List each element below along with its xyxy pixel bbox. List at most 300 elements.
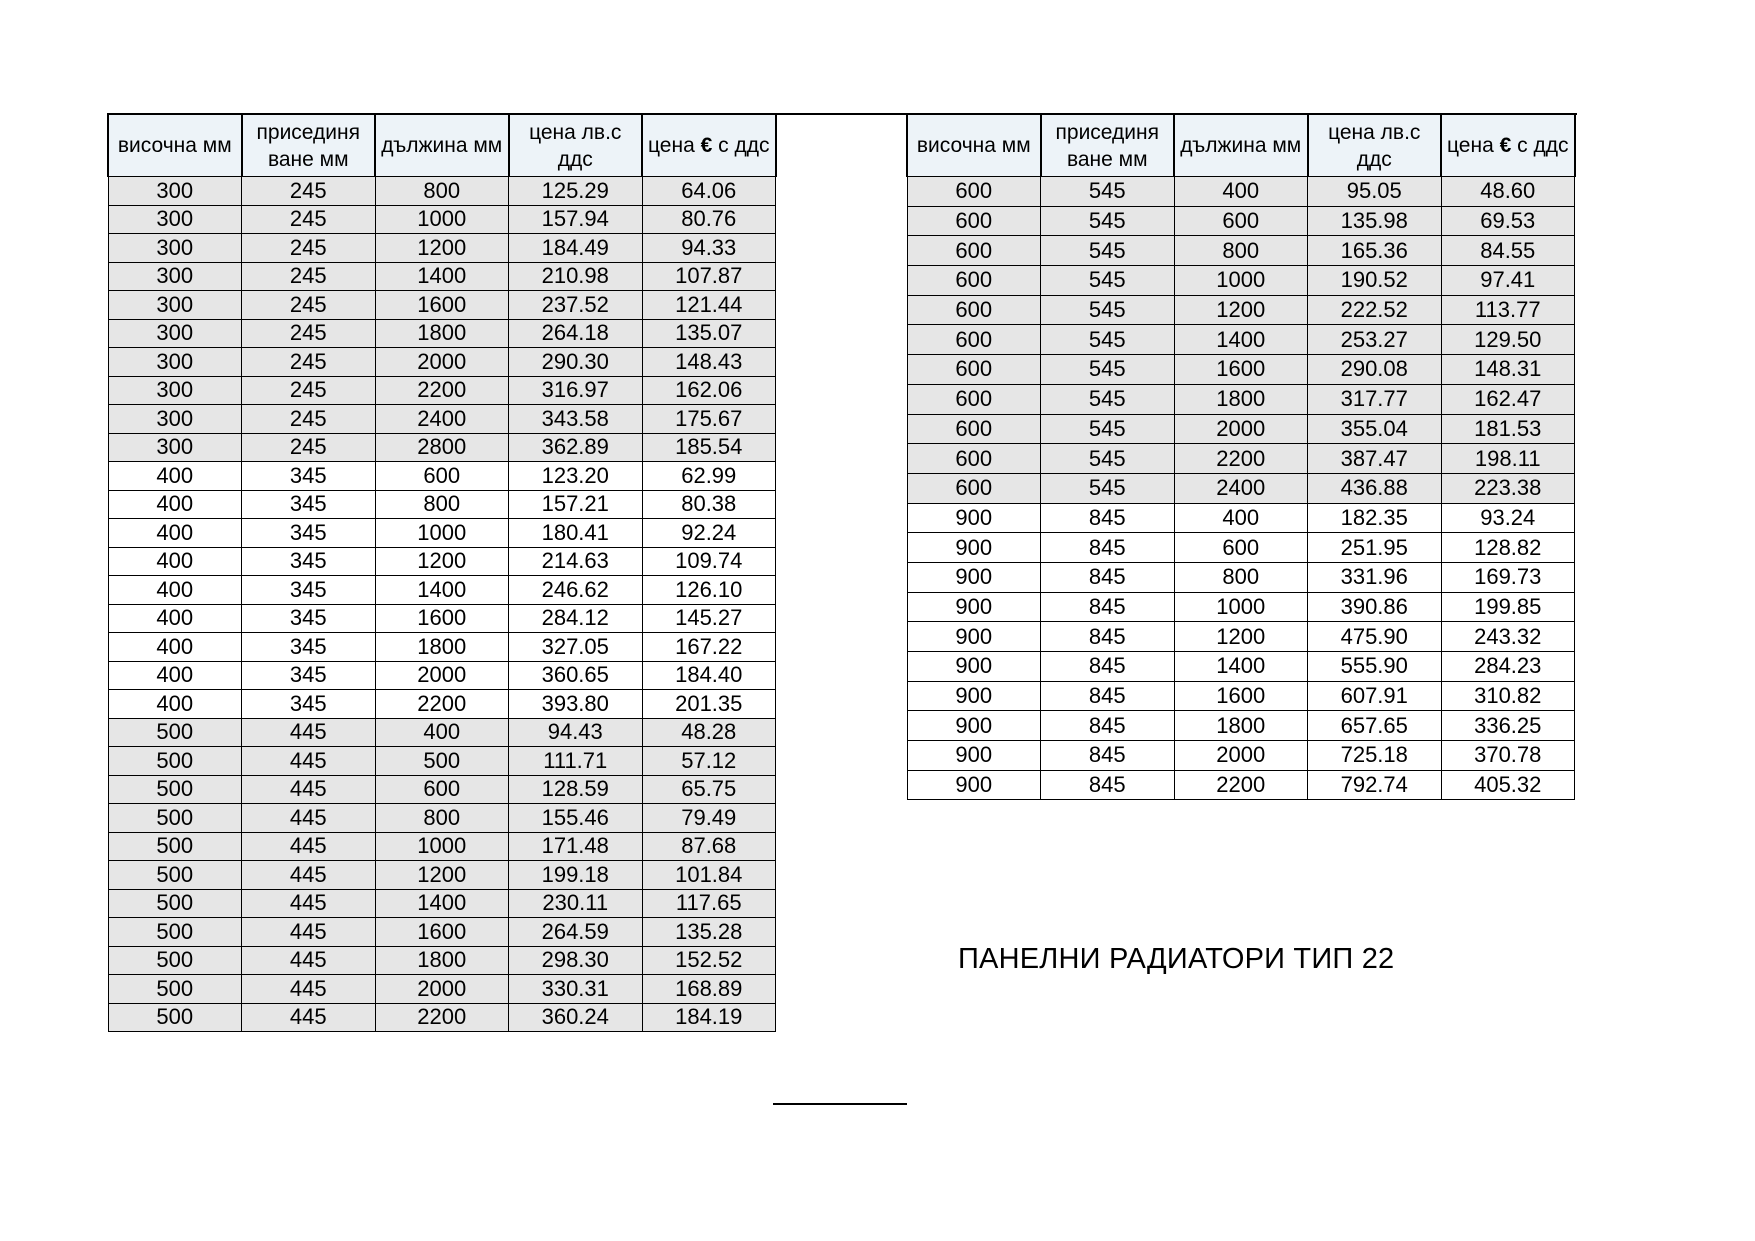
cell-price-bgn: 436.88 xyxy=(1308,473,1442,503)
cell-length: 600 xyxy=(375,462,509,491)
cell-height: 900 xyxy=(907,681,1041,711)
cell-height: 500 xyxy=(108,832,242,861)
cell-height: 900 xyxy=(907,741,1041,771)
cell-length: 600 xyxy=(1174,533,1308,563)
table-row xyxy=(108,405,776,434)
cell-price-bgn: 298.30 xyxy=(509,946,643,975)
cell-length: 1400 xyxy=(375,889,509,918)
cell-price-bgn: 343.58 xyxy=(509,405,643,434)
cell-price-bgn: 264.59 xyxy=(509,918,643,947)
cell-height: 300 xyxy=(108,291,242,320)
cell-length: 500 xyxy=(375,747,509,776)
cell-length: 1600 xyxy=(375,604,509,633)
cell-connection: 845 xyxy=(1041,562,1175,592)
table-row xyxy=(907,384,1575,414)
cell-height: 400 xyxy=(108,462,242,491)
cell-length: 1800 xyxy=(375,633,509,662)
cell-price-bgn: 246.62 xyxy=(509,576,643,605)
cell-price-bgn: 331.96 xyxy=(1308,562,1442,592)
table-row xyxy=(108,661,776,690)
header-price-eur-prefix: цена xyxy=(648,134,701,157)
cell-height: 900 xyxy=(907,533,1041,563)
cell-price-eur: 93.24 xyxy=(1441,503,1575,533)
cell-length: 2200 xyxy=(375,690,509,719)
cell-height: 300 xyxy=(108,405,242,434)
table-row xyxy=(108,804,776,833)
cell-price-eur: 181.53 xyxy=(1441,414,1575,444)
cell-height: 600 xyxy=(907,295,1041,325)
cell-price-eur: 94.33 xyxy=(642,234,776,263)
cell-length: 800 xyxy=(375,490,509,519)
cell-height: 500 xyxy=(108,1003,242,1032)
cell-price-bgn: 230.11 xyxy=(509,889,643,918)
cell-length: 1400 xyxy=(375,576,509,605)
cell-price-bgn: 360.65 xyxy=(509,661,643,690)
header-row xyxy=(108,114,776,177)
cell-length: 800 xyxy=(1174,236,1308,266)
header-length xyxy=(1174,114,1308,177)
cell-connection: 545 xyxy=(1041,236,1175,266)
cell-length: 1200 xyxy=(375,547,509,576)
cell-price-eur: 162.47 xyxy=(1441,384,1575,414)
cell-connection: 245 xyxy=(242,376,376,405)
header-price-bgn-label: цена лв.с ддс xyxy=(529,120,622,171)
cell-height: 600 xyxy=(907,384,1041,414)
cell-price-bgn: 360.24 xyxy=(509,1003,643,1032)
cell-connection: 445 xyxy=(242,889,376,918)
table-row xyxy=(108,889,776,918)
header-height xyxy=(108,114,242,177)
cell-price-eur: 64.06 xyxy=(642,177,776,206)
cell-price-eur: 201.35 xyxy=(642,690,776,719)
cell-price-bgn: 155.46 xyxy=(509,804,643,833)
cell-height: 400 xyxy=(108,547,242,576)
cell-price-eur: 121.44 xyxy=(642,291,776,320)
cell-height: 300 xyxy=(108,348,242,377)
cell-connection: 345 xyxy=(242,690,376,719)
cell-price-eur: 109.74 xyxy=(642,547,776,576)
header-length xyxy=(375,114,509,177)
header-price-bgn xyxy=(1308,114,1442,177)
cell-connection: 345 xyxy=(242,547,376,576)
cell-connection: 245 xyxy=(242,319,376,348)
cell-length: 1000 xyxy=(375,519,509,548)
cell-price-eur: 169.73 xyxy=(1441,562,1575,592)
cell-price-bgn: 222.52 xyxy=(1308,295,1442,325)
header-height-label: височна мм xyxy=(916,134,1031,157)
cell-height: 900 xyxy=(907,562,1041,592)
table-row xyxy=(108,718,776,747)
document-title: ПАНЕЛНИ РАДИАТОРИ ТИП 22 xyxy=(958,943,1395,975)
cell-price-bgn: 190.52 xyxy=(1308,266,1442,296)
cell-price-bgn: 95.05 xyxy=(1308,177,1442,207)
header-connection-label: присединя ване мм xyxy=(1055,120,1159,171)
cell-height: 400 xyxy=(108,633,242,662)
cell-connection: 445 xyxy=(242,861,376,890)
cell-price-eur: 135.28 xyxy=(642,918,776,947)
cell-connection: 345 xyxy=(242,462,376,491)
cell-length: 1000 xyxy=(375,205,509,234)
cell-price-bgn: 792.74 xyxy=(1308,770,1442,800)
cell-connection: 445 xyxy=(242,832,376,861)
header-price-eur-suffix: с ддс xyxy=(1511,134,1569,157)
table-row xyxy=(108,918,776,947)
header-connection-label: присединя ване мм xyxy=(256,120,360,171)
cell-price-eur: 65.75 xyxy=(642,775,776,804)
table-row xyxy=(108,433,776,462)
cell-price-bgn: 555.90 xyxy=(1308,652,1442,682)
cell-price-eur: 117.65 xyxy=(642,889,776,918)
table-row xyxy=(108,633,776,662)
cell-length: 800 xyxy=(1174,562,1308,592)
table-row xyxy=(108,376,776,405)
cell-length: 800 xyxy=(375,177,509,206)
euro-symbol: € xyxy=(700,134,713,157)
table-row xyxy=(907,414,1575,444)
cell-connection: 445 xyxy=(242,804,376,833)
table-row xyxy=(907,622,1575,652)
cell-price-bgn: 157.94 xyxy=(509,205,643,234)
cell-price-eur: 107.87 xyxy=(642,262,776,291)
table-row xyxy=(907,473,1575,503)
cell-price-bgn: 251.95 xyxy=(1308,533,1442,563)
cell-price-bgn: 184.49 xyxy=(509,234,643,263)
cell-connection: 445 xyxy=(242,918,376,947)
table-row xyxy=(108,690,776,719)
cell-length: 400 xyxy=(375,718,509,747)
cell-length: 2000 xyxy=(1174,741,1308,771)
cell-price-bgn: 94.43 xyxy=(509,718,643,747)
cell-price-bgn: 657.65 xyxy=(1308,711,1442,741)
header-height-label: височна мм xyxy=(117,134,232,157)
cell-price-eur: 167.22 xyxy=(642,633,776,662)
cell-height: 400 xyxy=(108,519,242,548)
cell-height: 500 xyxy=(108,889,242,918)
cell-length: 800 xyxy=(375,804,509,833)
cell-price-bgn: 725.18 xyxy=(1308,741,1442,771)
table-bottom-rule xyxy=(773,1103,907,1105)
cell-price-eur: 405.32 xyxy=(1441,770,1575,800)
cell-length: 2800 xyxy=(375,433,509,462)
cell-price-bgn: 393.80 xyxy=(509,690,643,719)
cell-length: 1200 xyxy=(1174,622,1308,652)
cell-price-bgn: 199.18 xyxy=(509,861,643,890)
cell-height: 600 xyxy=(907,177,1041,207)
cell-price-bgn: 135.98 xyxy=(1308,206,1442,236)
cell-height: 300 xyxy=(108,433,242,462)
table-row xyxy=(907,770,1575,800)
cell-height: 300 xyxy=(108,376,242,405)
cell-height: 400 xyxy=(108,661,242,690)
cell-connection: 845 xyxy=(1041,741,1175,771)
cell-price-eur: 80.76 xyxy=(642,205,776,234)
cell-connection: 845 xyxy=(1041,503,1175,533)
cell-height: 900 xyxy=(907,652,1041,682)
cell-height: 900 xyxy=(907,503,1041,533)
cell-connection: 245 xyxy=(242,291,376,320)
cell-length: 2000 xyxy=(375,348,509,377)
table-row xyxy=(108,1003,776,1032)
cell-connection: 545 xyxy=(1041,444,1175,474)
cell-price-eur: 370.78 xyxy=(1441,741,1575,771)
cell-length: 1400 xyxy=(375,262,509,291)
cell-length: 400 xyxy=(1174,503,1308,533)
table-row xyxy=(108,205,776,234)
cell-connection: 845 xyxy=(1041,592,1175,622)
header-height xyxy=(907,114,1041,177)
cell-height: 300 xyxy=(108,177,242,206)
cell-price-bgn: 214.63 xyxy=(509,547,643,576)
cell-connection: 245 xyxy=(242,262,376,291)
cell-price-eur: 80.38 xyxy=(642,490,776,519)
cell-connection: 345 xyxy=(242,576,376,605)
cell-price-bgn: 362.89 xyxy=(509,433,643,462)
cell-price-bgn: 290.30 xyxy=(509,348,643,377)
table-row xyxy=(907,266,1575,296)
cell-connection: 245 xyxy=(242,405,376,434)
cell-connection: 545 xyxy=(1041,355,1175,385)
cell-price-eur: 87.68 xyxy=(642,832,776,861)
cell-connection: 345 xyxy=(242,633,376,662)
cell-height: 900 xyxy=(907,592,1041,622)
cell-connection: 845 xyxy=(1041,652,1175,682)
table-row xyxy=(907,503,1575,533)
cell-length: 2200 xyxy=(375,376,509,405)
cell-length: 1200 xyxy=(1174,295,1308,325)
cell-height: 500 xyxy=(108,775,242,804)
table-row xyxy=(108,861,776,890)
cell-price-eur: 152.52 xyxy=(642,946,776,975)
cell-price-eur: 148.43 xyxy=(642,348,776,377)
cell-connection: 445 xyxy=(242,1003,376,1032)
cell-price-eur: 129.50 xyxy=(1441,325,1575,355)
cell-height: 500 xyxy=(108,946,242,975)
cell-connection: 845 xyxy=(1041,711,1175,741)
cell-height: 900 xyxy=(907,770,1041,800)
cell-price-bgn: 182.35 xyxy=(1308,503,1442,533)
header-price-bgn-label: цена лв.с ддс xyxy=(1328,120,1421,171)
table-row xyxy=(108,547,776,576)
cell-height: 600 xyxy=(907,325,1041,355)
cell-height: 600 xyxy=(907,444,1041,474)
cell-connection: 445 xyxy=(242,946,376,975)
header-length-label: дължина мм xyxy=(381,134,503,157)
cell-length: 1800 xyxy=(1174,711,1308,741)
cell-price-bgn: 355.04 xyxy=(1308,414,1442,444)
cell-price-bgn: 125.29 xyxy=(509,177,643,206)
cell-height: 900 xyxy=(907,711,1041,741)
cell-price-eur: 135.07 xyxy=(642,319,776,348)
header-price-bgn xyxy=(509,114,643,177)
price-table-left-body xyxy=(108,177,776,1032)
table-row xyxy=(907,562,1575,592)
cell-connection: 445 xyxy=(242,747,376,776)
cell-height: 600 xyxy=(907,236,1041,266)
cell-length: 2400 xyxy=(1174,473,1308,503)
cell-length: 1000 xyxy=(375,832,509,861)
cell-length: 2400 xyxy=(375,405,509,434)
cell-length: 1000 xyxy=(1174,266,1308,296)
header-price-eur-label xyxy=(1442,115,1574,176)
cell-price-bgn: 327.05 xyxy=(509,633,643,662)
table-row xyxy=(907,592,1575,622)
header-price-eur-label xyxy=(643,115,775,176)
cell-price-eur: 128.82 xyxy=(1441,533,1575,563)
cell-price-bgn: 284.12 xyxy=(509,604,643,633)
cell-connection: 245 xyxy=(242,205,376,234)
cell-length: 1200 xyxy=(375,861,509,890)
header-price-eur xyxy=(1441,114,1575,177)
table-row xyxy=(907,236,1575,266)
cell-price-bgn: 316.97 xyxy=(509,376,643,405)
cell-price-bgn: 253.27 xyxy=(1308,325,1442,355)
cell-connection: 845 xyxy=(1041,533,1175,563)
table-row xyxy=(907,206,1575,236)
cell-price-eur: 101.84 xyxy=(642,861,776,890)
cell-height: 500 xyxy=(108,861,242,890)
cell-length: 2200 xyxy=(1174,444,1308,474)
table-row xyxy=(108,975,776,1004)
cell-connection: 345 xyxy=(242,490,376,519)
cell-price-bgn: 330.31 xyxy=(509,975,643,1004)
cell-price-eur: 48.28 xyxy=(642,718,776,747)
cell-length: 1800 xyxy=(1174,384,1308,414)
cell-price-bgn: 387.47 xyxy=(1308,444,1442,474)
cell-connection: 545 xyxy=(1041,325,1175,355)
cell-length: 1600 xyxy=(1174,355,1308,385)
table-row xyxy=(108,291,776,320)
table-row xyxy=(108,576,776,605)
cell-price-bgn: 180.41 xyxy=(509,519,643,548)
cell-price-eur: 48.60 xyxy=(1441,177,1575,207)
header-price-eur-prefix: цена xyxy=(1447,134,1500,157)
cell-price-bgn: 317.77 xyxy=(1308,384,1442,414)
cell-price-bgn: 210.98 xyxy=(509,262,643,291)
cell-price-bgn: 128.59 xyxy=(509,775,643,804)
cell-price-eur: 175.67 xyxy=(642,405,776,434)
cell-price-eur: 97.41 xyxy=(1441,266,1575,296)
cell-connection: 845 xyxy=(1041,770,1175,800)
cell-length: 1400 xyxy=(1174,652,1308,682)
cell-connection: 245 xyxy=(242,348,376,377)
cell-price-bgn: 264.18 xyxy=(509,319,643,348)
cell-length: 1600 xyxy=(1174,681,1308,711)
table-row xyxy=(907,711,1575,741)
table-row xyxy=(108,519,776,548)
cell-connection: 345 xyxy=(242,519,376,548)
table-row xyxy=(108,490,776,519)
cell-connection: 845 xyxy=(1041,622,1175,652)
cell-height: 500 xyxy=(108,747,242,776)
cell-price-bgn: 237.52 xyxy=(509,291,643,320)
cell-length: 1800 xyxy=(375,319,509,348)
cell-price-bgn: 607.91 xyxy=(1308,681,1442,711)
cell-price-eur: 199.85 xyxy=(1441,592,1575,622)
cell-price-bgn: 390.86 xyxy=(1308,592,1442,622)
cell-length: 2000 xyxy=(375,661,509,690)
cell-length: 2000 xyxy=(375,975,509,1004)
cell-connection: 545 xyxy=(1041,473,1175,503)
table-row xyxy=(907,177,1575,207)
cell-length: 1400 xyxy=(1174,325,1308,355)
cell-price-bgn: 157.21 xyxy=(509,490,643,519)
header-price-eur-suffix: с ддс xyxy=(712,134,770,157)
cell-price-eur: 223.38 xyxy=(1441,473,1575,503)
table-row xyxy=(108,262,776,291)
cell-price-eur: 162.06 xyxy=(642,376,776,405)
cell-length: 1600 xyxy=(375,918,509,947)
cell-connection: 245 xyxy=(242,177,376,206)
table-row xyxy=(108,177,776,206)
cell-length: 2000 xyxy=(1174,414,1308,444)
cell-length: 2200 xyxy=(1174,770,1308,800)
table-row xyxy=(907,355,1575,385)
cell-price-eur: 336.25 xyxy=(1441,711,1575,741)
cell-length: 600 xyxy=(1174,206,1308,236)
cell-height: 600 xyxy=(907,266,1041,296)
table-row xyxy=(907,444,1575,474)
cell-connection: 345 xyxy=(242,604,376,633)
cell-height: 900 xyxy=(907,622,1041,652)
cell-price-eur: 57.12 xyxy=(642,747,776,776)
cell-connection: 545 xyxy=(1041,266,1175,296)
cell-price-bgn: 475.90 xyxy=(1308,622,1442,652)
cell-connection: 445 xyxy=(242,975,376,1004)
cell-price-eur: 310.82 xyxy=(1441,681,1575,711)
cell-connection: 345 xyxy=(242,661,376,690)
cell-height: 600 xyxy=(907,355,1041,385)
cell-connection: 545 xyxy=(1041,414,1175,444)
header-row xyxy=(907,114,1575,177)
table-row xyxy=(108,946,776,975)
price-table-right-body xyxy=(907,177,1575,800)
table-row xyxy=(907,741,1575,771)
cell-height: 400 xyxy=(108,490,242,519)
cell-height: 300 xyxy=(108,234,242,263)
cell-height: 600 xyxy=(907,473,1041,503)
cell-price-eur: 113.77 xyxy=(1441,295,1575,325)
header-connection xyxy=(242,114,376,177)
cell-price-eur: 148.31 xyxy=(1441,355,1575,385)
table-row xyxy=(108,319,776,348)
table-row xyxy=(108,462,776,491)
cell-price-eur: 62.99 xyxy=(642,462,776,491)
table-row xyxy=(907,652,1575,682)
table-row xyxy=(907,533,1575,563)
cell-price-eur: 243.32 xyxy=(1441,622,1575,652)
cell-height: 400 xyxy=(108,690,242,719)
table-row xyxy=(108,234,776,263)
cell-connection: 845 xyxy=(1041,681,1175,711)
cell-connection: 545 xyxy=(1041,177,1175,207)
cell-connection: 445 xyxy=(242,718,376,747)
cell-height: 500 xyxy=(108,718,242,747)
table-row xyxy=(108,832,776,861)
cell-price-eur: 184.19 xyxy=(642,1003,776,1032)
price-table-left xyxy=(107,113,777,1032)
cell-price-eur: 185.54 xyxy=(642,433,776,462)
header-connection xyxy=(1041,114,1175,177)
cell-price-bgn: 123.20 xyxy=(509,462,643,491)
cell-price-eur: 168.89 xyxy=(642,975,776,1004)
cell-height: 300 xyxy=(108,262,242,291)
cell-connection: 245 xyxy=(242,433,376,462)
cell-height: 500 xyxy=(108,804,242,833)
table-row xyxy=(907,325,1575,355)
cell-price-bgn: 290.08 xyxy=(1308,355,1442,385)
cell-price-eur: 184.40 xyxy=(642,661,776,690)
cell-connection: 545 xyxy=(1041,384,1175,414)
